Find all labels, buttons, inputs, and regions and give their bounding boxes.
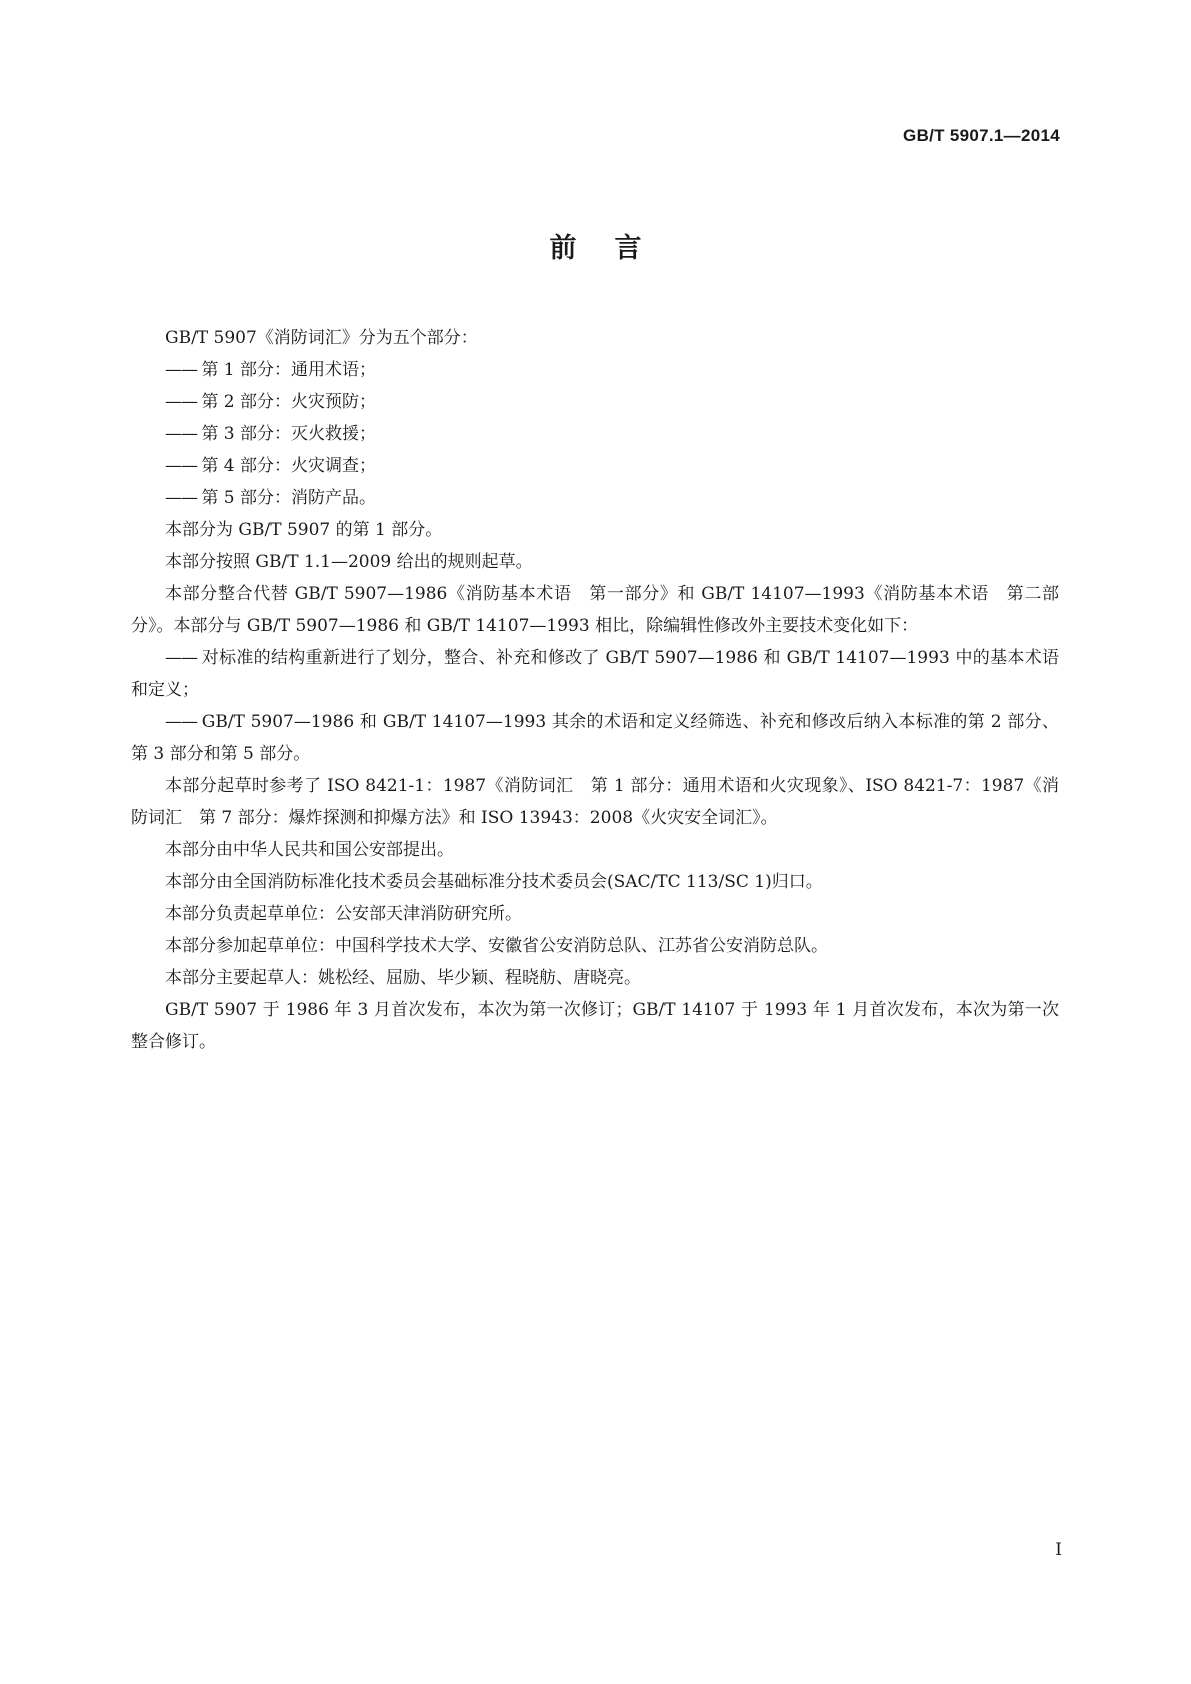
paragraph-drafters: 本部分主要起草人：姚松经、屈励、毕少颖、程晓舫、唐晓亮。	[165, 968, 641, 988]
paragraph-proposer: 本部分由中华人民共和国公安部提出。	[165, 840, 454, 860]
list-item-part-5: —— 第 5 部分：消防产品。	[131, 482, 1059, 514]
page-title: 前言	[549, 233, 680, 264]
paragraph-references: 本部分起草时参考了 ISO 8421-1：1987《消防词汇 第 1 部分：通用术语和火灾现象》、ISO 8421-7：1987《消防词汇 第 7 部分：爆炸探测和抑爆方法》和 ISO 13943：2008《火灾安全词汇》。	[131, 776, 1059, 828]
paragraph-history: GB/T 5907 于 1986 年 3 月首次发布，本次为第一次修订；GB/T 14107 于 1993 年 1 月首次发布，本次为第一次整合修订。	[131, 1000, 1059, 1052]
list-item-part-2: —— 第 2 部分：火灾预防；	[131, 386, 1059, 418]
paragraph-lead-drafter: 本部分负责起草单位：公安部天津消防研究所。	[165, 904, 522, 924]
foreword-body	[131, 322, 1059, 1058]
list-item-change-1: —— 对标准的结构重新进行了划分，整合、补充和修改了 GB/T 5907—1986 和 GB/T 14107—1993 中的基本术语和定义；	[131, 642, 1059, 706]
paragraph-intro: GB/T 5907《消防词汇》分为五个部分：	[165, 328, 478, 348]
page-number: I	[1055, 1540, 1062, 1560]
paragraph-participants: 本部分参加起草单位：中国科学技术大学、安徽省公安消防总队、江苏省公安消防总队。	[165, 936, 828, 956]
paragraph-committee: 本部分由全国消防标准化技术委员会基础标准分技术委员会(SAC/TC 113/SC 1)归口。	[165, 872, 823, 892]
standard-code: GB/T 5907.1—2014	[903, 126, 1060, 145]
list-item-part-4: —— 第 4 部分：火灾调查；	[131, 450, 1059, 482]
paragraph-drafting-rules: 本部分按照 GB/T 1.1—2009 给出的规则起草。	[165, 552, 533, 572]
paragraph-part-statement: 本部分为 GB/T 5907 的第 1 部分。	[165, 520, 443, 540]
list-item-part-1: —— 第 1 部分：通用术语；	[131, 354, 1059, 386]
list-item-part-3: —— 第 3 部分：灭火救援；	[131, 418, 1059, 450]
paragraph-replacement: 本部分整合代替 GB/T 5907—1986《消防基本术语 第一部分》和 GB/T 14107—1993《消防基本术语 第二部分》。本部分与 GB/T 5907—1986 和 GB/T 14107—1993 相比，除编辑性修改外主要技术变化如下：	[131, 584, 1059, 636]
list-item-change-2: —— GB/T 5907—1986 和 GB/T 14107—1993 其余的术语和定义经筛选、补充和修改后纳入本标准的第 2 部分、第 3 部分和第 5 部分。	[131, 706, 1059, 770]
